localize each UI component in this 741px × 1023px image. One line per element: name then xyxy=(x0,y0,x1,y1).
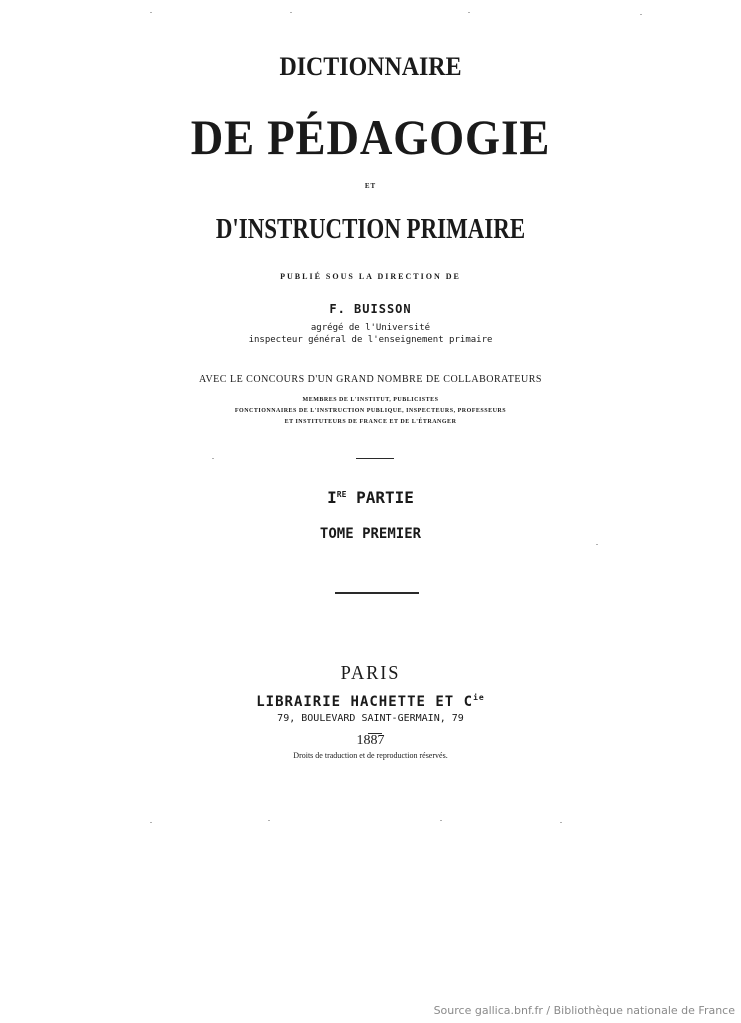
title-de-pedagogie: DE PÉDAGOGIE xyxy=(190,109,551,165)
imprint-year: 1887 xyxy=(356,733,385,748)
contributors-line-3: ET INSTITUTEURS DE FRANCE ET DE L'ÉTRANGER xyxy=(284,419,457,425)
editor-role-2: inspecteur général de l'enseignement primaire xyxy=(248,335,493,345)
part-word: PARTIE xyxy=(356,488,414,507)
scan-speck xyxy=(596,544,598,545)
contributors-line-2: FONCTIONNAIRES DE L'INSTRUCTION PUBLIQUE, INSPECTEURS, PROFESSEURS xyxy=(234,408,507,414)
imprint-city: PARIS xyxy=(340,662,401,684)
part-numeral: I xyxy=(327,488,337,507)
editor-role-1: agrégé de l'Université xyxy=(310,323,431,333)
part-suffix: RE xyxy=(336,490,347,499)
publisher-name: LIBRAIRIE HACHETTE ET C xyxy=(256,694,474,710)
source-attribution: Source gallica.bnf.fr / Bibliothèque nationale de France xyxy=(433,1004,735,1017)
volume-heading: TOME PREMIER xyxy=(319,526,422,542)
scan-speck xyxy=(212,458,214,459)
divider-rule-1 xyxy=(356,458,394,459)
publisher-suffix: ie xyxy=(473,693,485,702)
scan-speck xyxy=(440,820,442,821)
contributors-line-1: MEMBRES DE L'INSTITUT, PUBLICISTES xyxy=(302,397,439,403)
scan-speck xyxy=(268,820,270,821)
publie-sous-direction: PUBLIÉ SOUS LA DIRECTION DE xyxy=(280,272,461,281)
title-instruction-primaire: D'INSTRUCTION PRIMAIRE xyxy=(215,214,526,245)
scan-speck xyxy=(290,12,292,13)
title-dictionnaire: DICTIONNAIRE xyxy=(279,52,462,81)
scan-speck xyxy=(150,822,152,823)
part-heading xyxy=(0,488,741,507)
imprint-address: 79, BOULEVARD SAINT-GERMAIN, 79 xyxy=(277,713,464,724)
imprint-publisher xyxy=(0,693,741,710)
scan-speck xyxy=(640,14,642,15)
divider-rule-2 xyxy=(335,592,419,594)
scan-speck xyxy=(468,12,470,13)
scan-speck xyxy=(560,822,562,823)
imprint-rights: Droits de traduction et de reproduction réservés. xyxy=(293,751,448,760)
contributors-heading: AVEC LE CONCOURS D'UN GRAND NOMBRE DE COLLABORATEURS xyxy=(199,374,542,385)
editor-name: F. BUISSON xyxy=(329,302,412,316)
title-et: ET xyxy=(364,182,377,190)
scan-speck xyxy=(150,12,152,13)
